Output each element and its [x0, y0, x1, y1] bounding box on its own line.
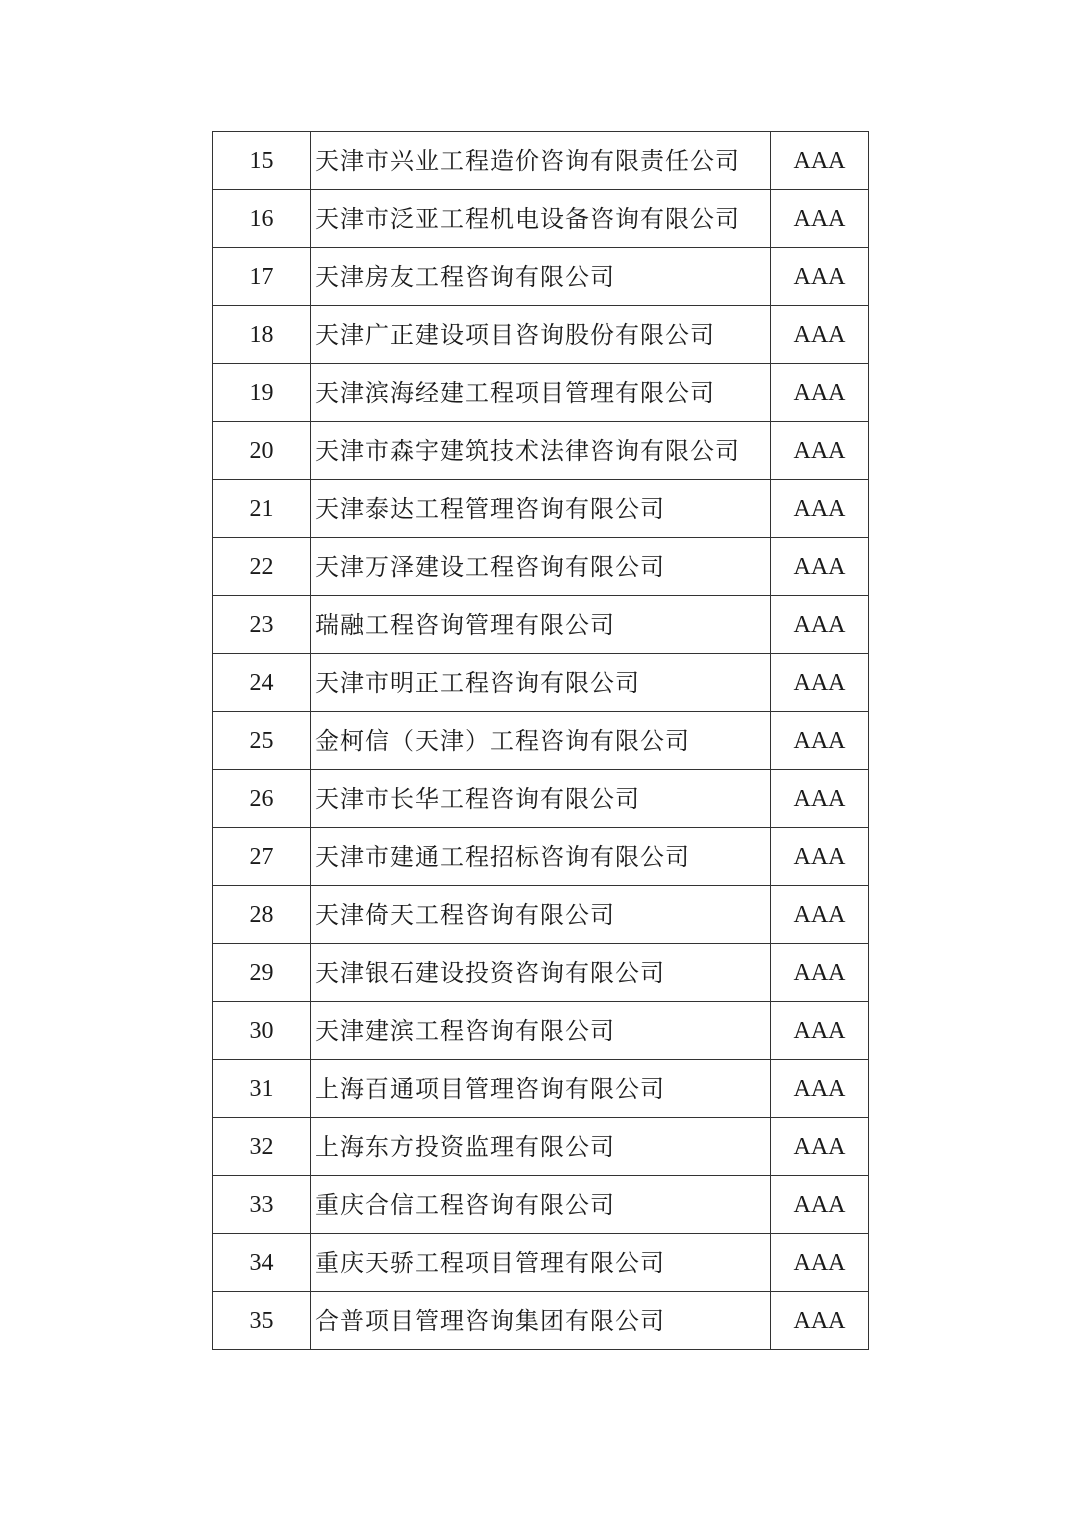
- company-name: 天津建滨工程咨询有限公司: [311, 1002, 771, 1060]
- row-number: 20: [213, 422, 311, 480]
- row-number: 32: [213, 1118, 311, 1176]
- row-number: 16: [213, 190, 311, 248]
- company-name: 天津市兴业工程造价咨询有限责任公司: [311, 132, 771, 190]
- credit-grade: AAA: [771, 480, 869, 538]
- row-number: 33: [213, 1176, 311, 1234]
- credit-grade: AAA: [771, 770, 869, 828]
- credit-grade: AAA: [771, 248, 869, 306]
- row-number: 30: [213, 1002, 311, 1060]
- company-name: 天津市泛亚工程机电设备咨询有限公司: [311, 190, 771, 248]
- row-number: 23: [213, 596, 311, 654]
- row-number: 19: [213, 364, 311, 422]
- company-name: 合普项目管理咨询集团有限公司: [311, 1292, 771, 1350]
- credit-grade: AAA: [771, 944, 869, 1002]
- row-number: 29: [213, 944, 311, 1002]
- company-name: 瑞融工程咨询管理有限公司: [311, 596, 771, 654]
- row-number: 24: [213, 654, 311, 712]
- table-row: [213, 1060, 869, 1118]
- company-name: 天津倚天工程咨询有限公司: [311, 886, 771, 944]
- credit-grade: AAA: [771, 828, 869, 886]
- company-name: 天津市长华工程咨询有限公司: [311, 770, 771, 828]
- row-number: 21: [213, 480, 311, 538]
- table-row: [213, 654, 869, 712]
- table-row: [213, 886, 869, 944]
- row-number: 35: [213, 1292, 311, 1350]
- company-name: 天津房友工程咨询有限公司: [311, 248, 771, 306]
- table-row: [213, 1002, 869, 1060]
- table-row: [213, 944, 869, 1002]
- company-name: 天津市建通工程招标咨询有限公司: [311, 828, 771, 886]
- company-name: 天津市明正工程咨询有限公司: [311, 654, 771, 712]
- company-name: 天津泰达工程管理咨询有限公司: [311, 480, 771, 538]
- credit-grade: AAA: [771, 364, 869, 422]
- table-row: [213, 132, 869, 190]
- table-row: [213, 248, 869, 306]
- credit-grade: AAA: [771, 596, 869, 654]
- credit-grade: AAA: [771, 190, 869, 248]
- credit-rating-table: [212, 131, 869, 1350]
- credit-grade: AAA: [771, 1002, 869, 1060]
- row-number: 34: [213, 1234, 311, 1292]
- company-name: 天津银石建设投资咨询有限公司: [311, 944, 771, 1002]
- company-name: 重庆天骄工程项目管理有限公司: [311, 1234, 771, 1292]
- credit-grade: AAA: [771, 654, 869, 712]
- company-name: 金柯信（天津）工程咨询有限公司: [311, 712, 771, 770]
- row-number: 17: [213, 248, 311, 306]
- table-row: [213, 828, 869, 886]
- row-number: 22: [213, 538, 311, 596]
- table-body: [213, 132, 869, 1350]
- table-row: [213, 538, 869, 596]
- company-name: 天津广正建设项目咨询股份有限公司: [311, 306, 771, 364]
- table-row: [213, 190, 869, 248]
- table-row: [213, 480, 869, 538]
- row-number: 27: [213, 828, 311, 886]
- credit-grade: AAA: [771, 1292, 869, 1350]
- credit-grade: AAA: [771, 422, 869, 480]
- table-row: [213, 1118, 869, 1176]
- company-name: 上海百通项目管理咨询有限公司: [311, 1060, 771, 1118]
- credit-grade: AAA: [771, 886, 869, 944]
- table-row: [213, 422, 869, 480]
- table-row: [213, 770, 869, 828]
- credit-grade: AAA: [771, 1176, 869, 1234]
- credit-grade: AAA: [771, 1118, 869, 1176]
- credit-grade: AAA: [771, 306, 869, 364]
- table-row: [213, 596, 869, 654]
- table-row: [213, 1292, 869, 1350]
- table-row: [213, 1234, 869, 1292]
- company-name: 天津滨海经建工程项目管理有限公司: [311, 364, 771, 422]
- row-number: 26: [213, 770, 311, 828]
- company-name: 天津万泽建设工程咨询有限公司: [311, 538, 771, 596]
- row-number: 25: [213, 712, 311, 770]
- row-number: 15: [213, 132, 311, 190]
- row-number: 18: [213, 306, 311, 364]
- credit-grade: AAA: [771, 1234, 869, 1292]
- row-number: 31: [213, 1060, 311, 1118]
- company-name: 重庆合信工程咨询有限公司: [311, 1176, 771, 1234]
- credit-grade: AAA: [771, 132, 869, 190]
- company-name: 上海东方投资监理有限公司: [311, 1118, 771, 1176]
- credit-grade: AAA: [771, 712, 869, 770]
- table-row: [213, 1176, 869, 1234]
- row-number: 28: [213, 886, 311, 944]
- table-row: [213, 306, 869, 364]
- table-row: [213, 364, 869, 422]
- company-name: 天津市森宇建筑技术法律咨询有限公司: [311, 422, 771, 480]
- credit-grade: AAA: [771, 1060, 869, 1118]
- table-row: [213, 712, 869, 770]
- credit-grade: AAA: [771, 538, 869, 596]
